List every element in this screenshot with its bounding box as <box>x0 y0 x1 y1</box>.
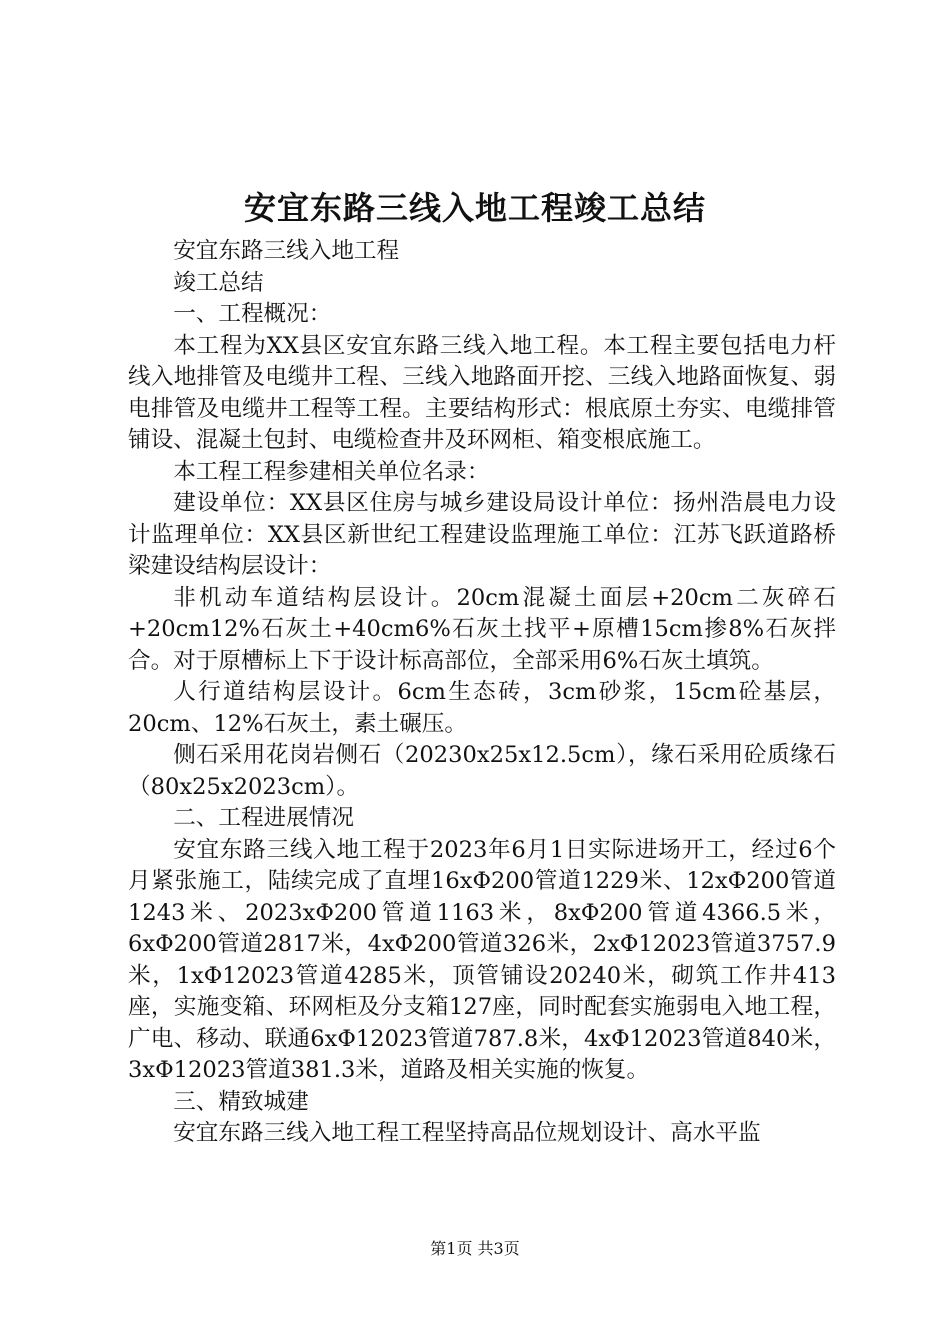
paragraph-progress: 安宜东路三线入地工程于2023年6月1日实际进场开工，经过6个月紧张施工，陆续完成了直埋16xΦ200管道1229米、12xΦ200管道1243米、2023xΦ200管道1163米，8xΦ200管道4366.5米，6xΦ200管道2817米，4xΦ200管道326米，2xΦ12023管道3757.9米，1xΦ12023管道4285米，顶管铺设20240米，砌筑工作井413座，实施变箱、环网柜及分支箱127座，同时配套实施弱电入地工程，广电、移动、联通6xΦ12023管道787.8米，4xΦ12023管道840米，3xΦ12023管道381.3米，道路及相关实施的恢复。 <box>128 836 836 1083</box>
paragraph-participants-heading: 本工程工程参建相关单位名录： <box>173 458 490 485</box>
paragraph-participants: 建设单位：XX县区住房与城乡建设局设计单位：扬州浩晨电力设计监理单位：XX县区新世纪工程建设监理施工单位：江苏飞跃道路桥梁建设结构层设计： <box>128 490 836 579</box>
document-body <box>128 236 836 1150</box>
paragraph-sidewalk-structure: 人行道结构层设计。6cm生态砖，3cm砂浆，15cm砼基层，20cm、12%石灰土，素土碾压。 <box>128 679 836 737</box>
paragraph-fine-construction: 安宜东路三线入地工程工程坚持高品位规划设计、高水平监 <box>173 1120 761 1146</box>
heading-progress: 二、工程进展情况 <box>173 805 354 831</box>
paragraph-subtitle: 竣工总结 <box>173 269 264 296</box>
page-footer: 第1页 共3页 <box>430 1239 520 1258</box>
paragraph-lane-structure: 非机动车道结构层设计。20cm混凝土面层+20cm二灰碎石+20cm12%石灰土+40cm6%石灰土找平+原槽15cm掺8%石灰拌合。对于原槽标上下于设计标高部位，全部采用6%石灰土填筑。 <box>128 584 836 674</box>
heading-overview: 一、工程概况： <box>173 301 332 327</box>
paragraph-curbstone: 侧石采用花岗岩侧石（20230x25x12.5cm），缘石采用砼质缘石（80x25x2023cm）。 <box>128 742 836 800</box>
document-title: 安宜东路三线入地工程竣工总结 <box>243 189 706 227</box>
paragraph-overview: 本工程为XX县区安宜东路三线入地工程。本工程主要包括电力杆线入地排管及电缆井工程、三线入地路面开挖、三线入地路面恢复、弱电排管及电缆井工程等工程。主要结构形式：根底原土夯实、电缆排管铺设、混凝土包封、电缆检查井及环网柜、箱变根底施工。 <box>128 332 836 453</box>
heading-fine-construction: 三、精致城建 <box>173 1088 309 1115</box>
paragraph-project-name: 安宜东路三线入地工程 <box>173 238 400 264</box>
